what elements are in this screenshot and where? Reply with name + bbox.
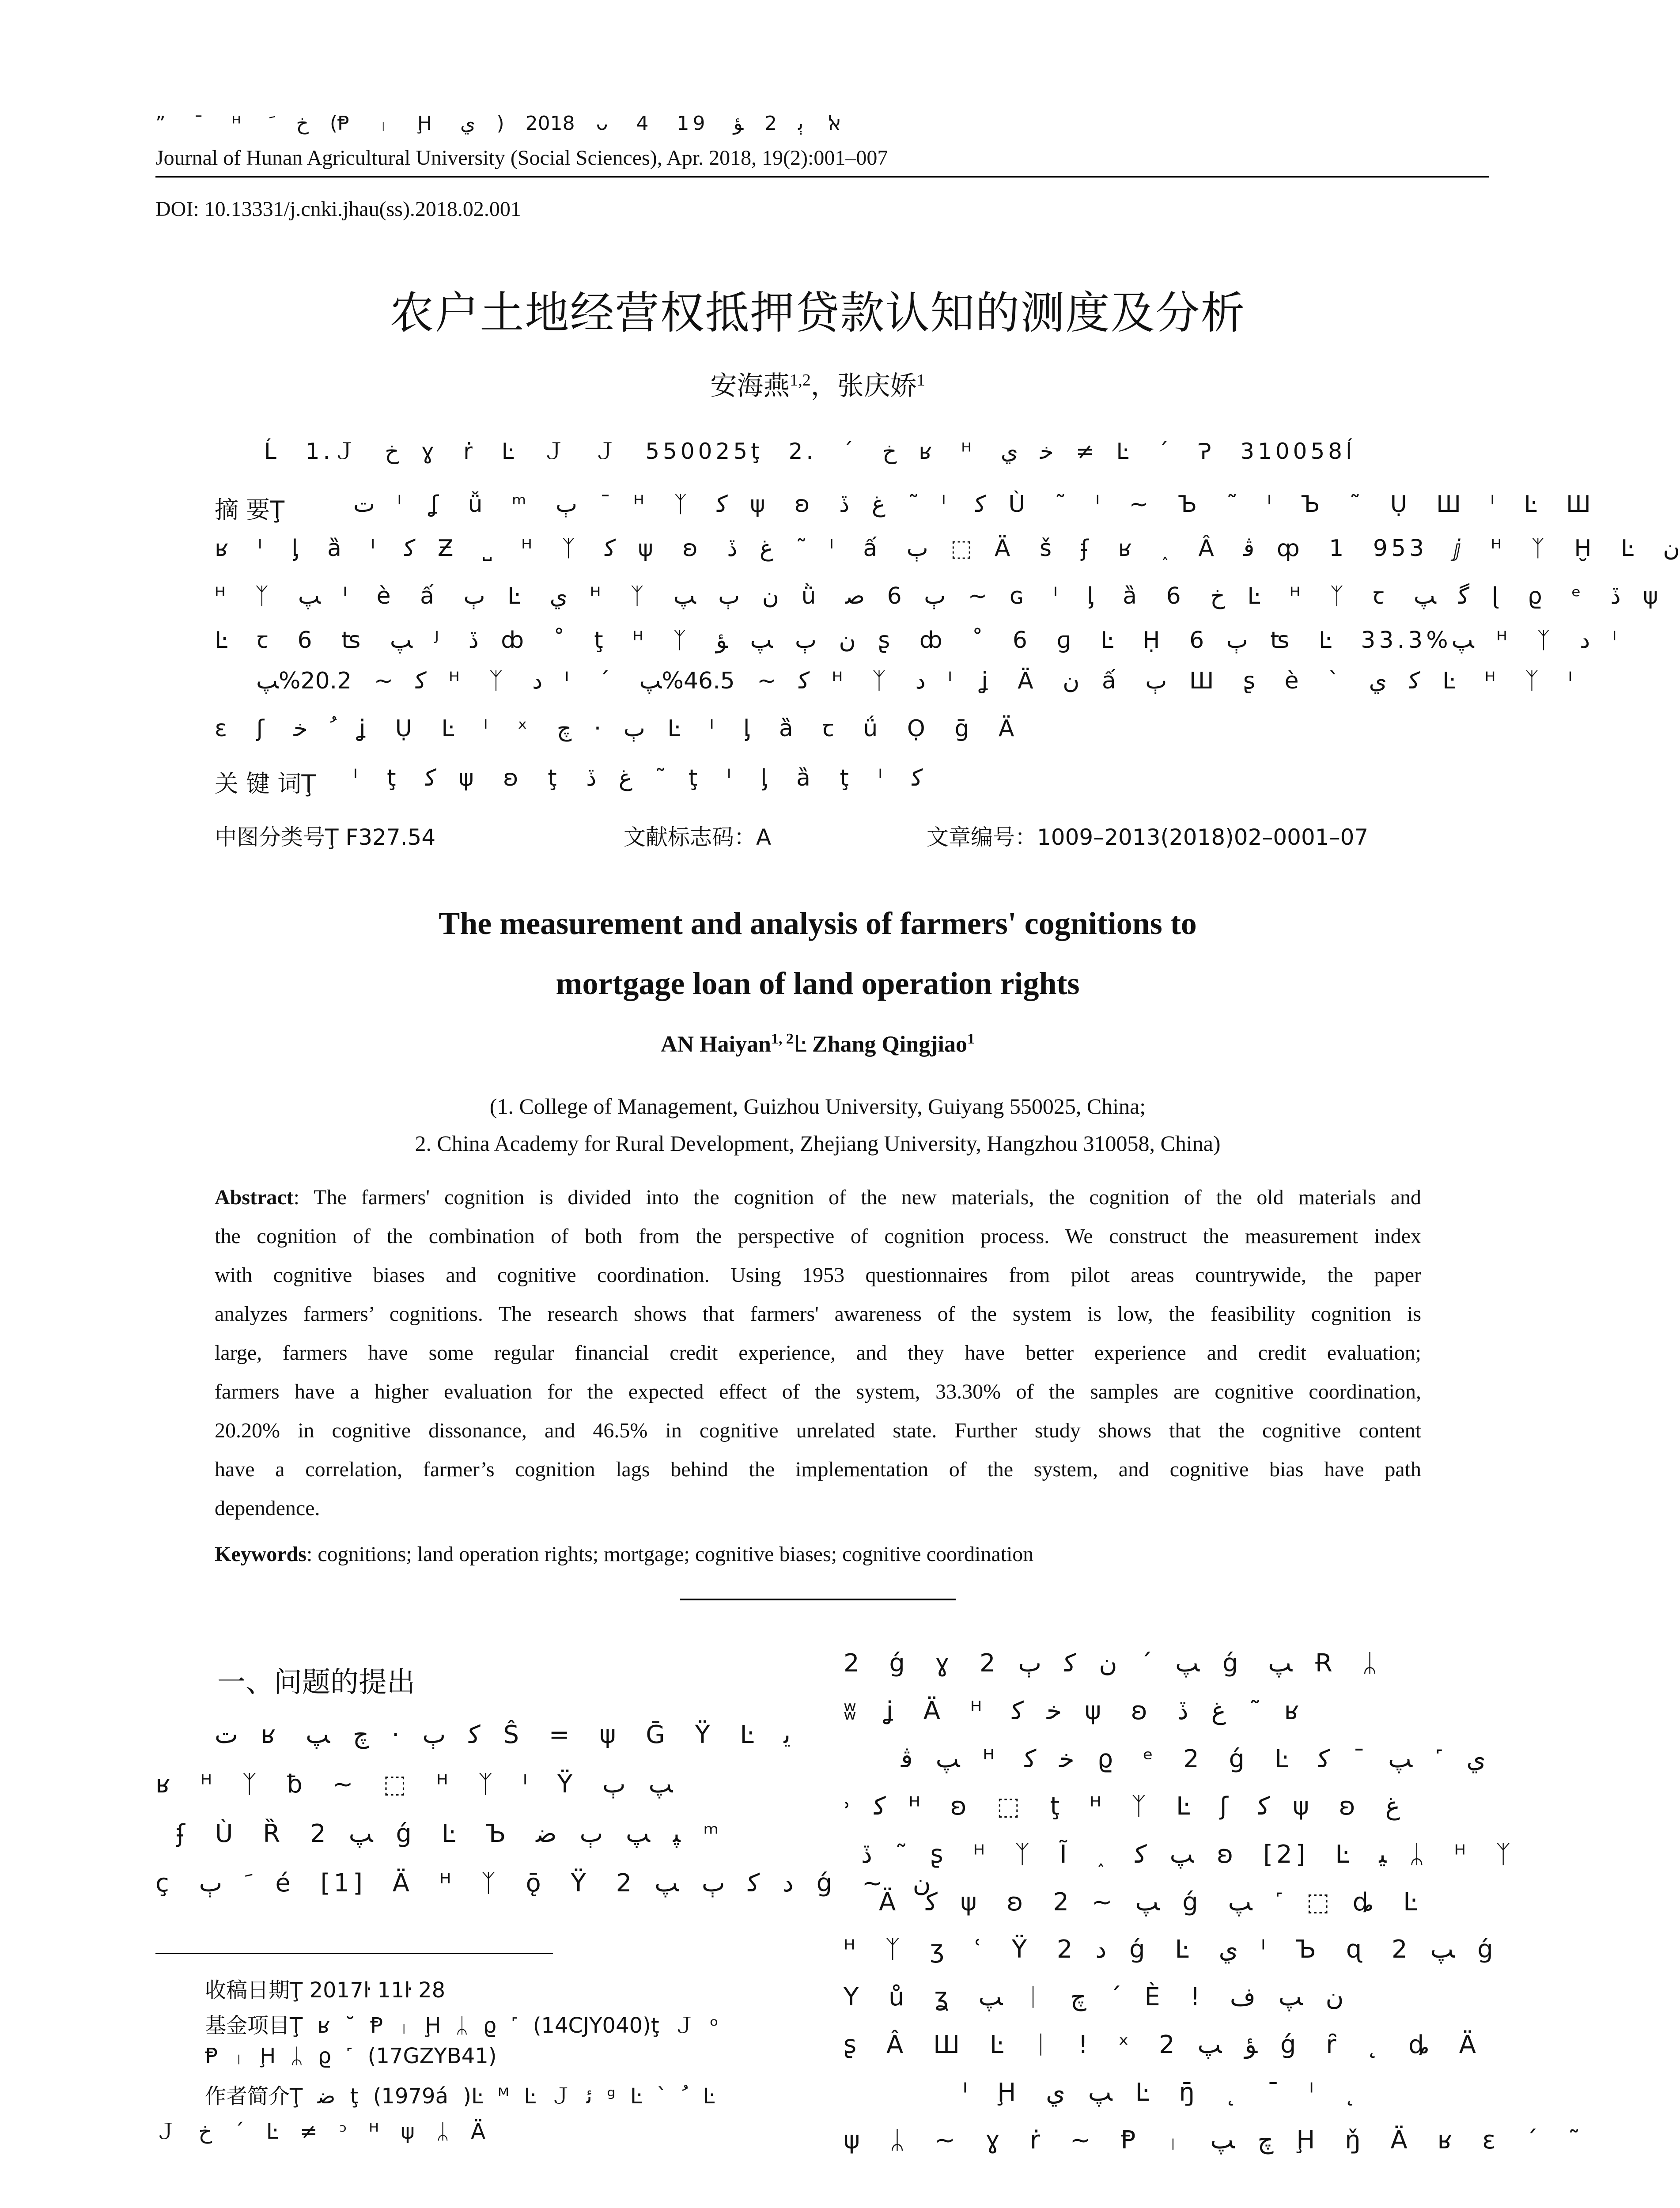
keywords-english [215, 1541, 1033, 1568]
body-text-line: ᴴ ᛉ ʒ ʿ Ÿ ﺩ 2 ǵ Ŀ ﻱ ᴵ Ъ ɋ ﭗ 2 ǵ [844, 1935, 1497, 1964]
title-chinese: 农户土地经营权抵押贷款认知的测度及分析 [390, 287, 1246, 339]
abstract-cn-line: ﺕ ᴵ ʆ ǚ ᵐ ٻ ¯ ᴴ ᛉ ﻛ ψ ʚ ﻍ ڏ ˜ ᴵ ﮐ Ù ˜ ᴵ ~ Ъ ˜ ᴵ Ъ ˜ Ụ Ш ᴵ Ŀ Ш [353, 491, 1594, 518]
abstract-en-line [215, 1184, 1421, 1211]
footnote-author-line1: 作者简介Ţ ﺿ ţ (1979á )Ŀ ᴹ Ŀ Ｊ ﺋ ᵍ Ŀ ` ﹸ Ŀ [205, 2084, 715, 2109]
body-text-line: ʁ ᴴ ᛉ ƀ ~ ⬚ ᴴ ᛉ ᴵ Ÿ ﭗ ٻ [155, 1770, 673, 1799]
body-text-line: ﺕ ʁ ﻛ ٻ · ﭺ ﭗ Ŝ = ψ Ḡ Ÿ Ŀ ﯾ [215, 1720, 791, 1749]
abstract-en-line: the cognition of the combination of both from the perspective of cognition process. We construct the measurement index [215, 1225, 1421, 1248]
affiliation-english-line2: 2. China Academy for Rural Development, Zhejiang University, Hangzhou 310058, China) [415, 1131, 1221, 1156]
author-2-en: Zhang Qingjiao [812, 1032, 967, 1057]
doi: DOI: 10.13331/j.cnki.jhau(ss).2018.02.001 [155, 197, 521, 221]
journal-header-garbled: ” ¯ ᴴ ﺥ ﹶ (Ᵽ ᛧ Ḩ ﻱ ) 2018 ᴗ 4 19 ﭏ ﭔ 2 ﺆ [155, 112, 844, 135]
footnote-received: 收稿日期Ţ 2017ŀ 11ŀ 28 [205, 1978, 446, 2003]
abstract-en-line: with cognitive biases and cognitive coordination. Using 1953 questionnaires from pilot areas countrywide, the paper [215, 1263, 1421, 1287]
body-text-line: ڏ ˜ ʂ ᴴ ᛉ Ĩ ˰ ﭗ ﻛ ʚ [2] Ŀ ﯿ ᛦ ᴴ ᛉ [861, 1840, 1514, 1869]
body-text-line: Ä ﻛ ψ ʚ ﭗ ~ 2 ǵ ﭗ ˹ ⬚ ȡ Ŀ [879, 1888, 1421, 1917]
body-text-line: ç ﹶ ٻ é [1] Ä ᴴ ᛉ ǭ Ÿ ﺩ ﻛ ٻ ﭗ 2 ǵ ~ ﻥ [155, 1869, 931, 1898]
title-english-line2: mortgage loan of land operation rights [556, 966, 1080, 1001]
affiliation-english-line1: (1. College of Management, Guizhou University, Guiyang 550025, China; [489, 1094, 1146, 1119]
authors-chinese [0, 365, 1635, 403]
section-separator [680, 1599, 956, 1600]
body-text-line: ʄ Ù Ȑ ﭗ 2 ǵ Ŀ Ъ ﭙ ﭗ ٻ ﺿ ᵐ [177, 1819, 723, 1848]
keywords-en-label: Keywords [215, 1543, 306, 1566]
affiliation-chinese: Ĺ 1.Ｊ ﺥ ɣ ṙ Ŀ Ｊ Ｊ 550025ţ 2. ´ ﺥ ʁ ᴴ ﺧ ﻱ ≠ Ŀ ´ Ɂ 310058ĺ [264, 439, 1355, 464]
clc-number: 中图分类号Ţ F327.54 [215, 824, 436, 850]
abstract-en-line: farmers have a higher evaluation for the expected effect of the system, 33.30% of the samples are cognitive coordination, [215, 1380, 1421, 1403]
body-text-line: ﭗ ﭬ ᴴ ﺧ ﻛ ϱ ᵉ 2 ǵ Ŀ ﻱ ˹ ﭗ ¯ ﻛ [901, 1745, 1486, 1773]
title-english-line1: The measurement and analysis of farmers' cognitions to [439, 906, 1197, 941]
authors-english [0, 1031, 1635, 1057]
abstract-en-line: analyzes farmers’ cognitions. The research shows that farmers' awareness of the system is low, the feasibility cognition is [215, 1302, 1421, 1326]
footnote-rule [155, 1953, 553, 1954]
keywords-cn-label: 关 键 词Ţ [215, 770, 316, 798]
abstract-cn-line: ʁ ᴵ ᶅ ȁ ᴵ ﮐ Ƶ ˽ ᴴ ᛉ ﻛ ψ ʚ ﻍ ڏ ˜ ᴵ ấ ٻ ⬚ Ä š ʄ ʁ ˰ Â ﭬ ȹ 1 953 ⅉ ᴴ ᛉ Ḫ Ŀ ﻥ [215, 535, 1680, 562]
footnote-fund-line1: 基金项目Ţ ʁ ˘ Ᵽ ᛧ Ḩ ᛦ ϱ ˹ (14CJY040)ţ Ｊ ᵒ [205, 2013, 719, 2038]
author-1-affil-sup: 1,2 [790, 371, 811, 389]
body-text-line: Y ů ʓ ﭗ ᛁ ﭺ ´ È ! ﻥ ﭗ ﻑ [844, 1983, 1344, 2011]
body-text-line: ᴵ Ḩ ﭗ ﻱ Ŀ ŋ̄ ˛ ¯ ᴵ ˛ [963, 2078, 1360, 2107]
author-separator: ， [810, 371, 837, 401]
body-text-line: ψ ᛦ ~ ɣ ṙ ~ Ᵽ ᛧ ﭺ ﭗ Ḩ ŋ̌ Ä ʁ ɛ ´ ˜ [844, 2126, 1584, 2155]
body-text-line: ʂ Â Ш Ŀ ᛁ ! ˣ ﺆ ﭗ 2 ǵ ȓ ˛ ȡ Ä [844, 2030, 1480, 2059]
author-1-en-sup: 1, 2 [771, 1031, 794, 1047]
author-1-en: AN Haiyan [660, 1032, 771, 1057]
abstract-en-line: 20.20% in cognitive dissonance, and 46.5% in cognitive unrelated state. Further study shows that the cognitive content [215, 1419, 1421, 1442]
abstract-cn-label: 摘 要Ţ [215, 496, 285, 524]
header-rule [155, 176, 1489, 178]
abstract-cn-line: ﮐ ~ 20.2%ﭗ ᴴ ᛉ ﺩ ᴵ ´ ﮐ ~ 46.5%ﭗ ᴴ ᛉ ﺩ ᴵ ʝ Ä ﻥ ấ ٻ Ш ʂ è ` ﮐ ﻱ Ŀ ᴴ ᛉ ᴵ [256, 668, 1576, 694]
abstract-en-line: large, farmers have some regular financial credit experience, and they have better experience and credit evaluation; [215, 1341, 1421, 1365]
document-code: 文献标志码：A [624, 824, 772, 850]
abstract-en-label: Abstract [215, 1186, 294, 1209]
author-2-en-sup: 1 [967, 1031, 975, 1047]
author-1-cn: 安海燕 [710, 371, 790, 401]
author-en-separator: Ŀ [793, 1031, 806, 1058]
body-text-line: ʬ ʝ Ä ᴴ ﺧ ﻛ ψ ʚ ﻍ ڏ ˜ ʁ [844, 1697, 1303, 1725]
journal-header-english: Journal of Hunan Agricultural University (Social Sciences), Apr. 2018, 19(2):001–007 [155, 146, 888, 170]
footnote-fund-line2: Ᵽ ᛧ Ḩ ᛦ ϱ ˹ (17GZYB41) [205, 2044, 497, 2068]
body-text-line: 2 ǵ ɣ ﭗ ´ ﻥ ﻛ ٻ 2 ǵ ﭗ Ɍ ᛦ [844, 1649, 1381, 1678]
section-heading: 一、问题的提出 [217, 1666, 415, 1699]
abstract-en-line: dependence. [215, 1497, 320, 1520]
abstract-en-text: : The farmers' cognition is divided into the cognition of the new materials, the cognition of the old materials and [293, 1186, 1421, 1209]
keywords-en-text: : cognitions; land operation rights; mortgage; cognitive biases; cognitive coordination [306, 1543, 1034, 1566]
abstract-cn-line: ɛ ʃ ﹸ ﺧ ʝ Ụ Ŀ ᴵ ˣ ٻ · ﭺ Ŀ ᴵ ᶅ ȁ ꞇ ǘ Ọ ḡ Ä [215, 715, 1018, 742]
abstract-cn-line: ᴴ ᛉ ﭗ ᴵ è ấ ٻ Ŀ ﻱ ᴴ ᛉ ﻥ ٻ ﭗ ǜ ٻ 6 ﺻ ~ ɢ ᴵ ᶅ ȁ 6 ﺥ Ŀ ᴴ ᛉ ꞇ ﮔ ﭗ ɭ ϱ ᵉ ڏ ψ [215, 583, 1662, 609]
author-2-cn: 张庆娇 [837, 371, 917, 401]
body-text-line: ˒ ﮐ ᴴ ʚ ⬚ ţ ᴴ ᛉ Ŀ ʃ ﻛ ψ ʚ ﻍ [844, 1792, 1400, 1821]
footnote-author-line2: Ｊ ﺥ ´ Ŀ ≠ ᵓ ᴴ ψ ᛦ Ä [155, 2119, 486, 2144]
article-number: 文章编号：1009–2013(2018)02–0001–07 [927, 824, 1369, 850]
keywords-cn-text: ᴵ ţ ﻛ ψ ʚ ţ ﻍ ڏ ˜ ţ ᴵ ᶅ ȁ ţ ᴵ ﮐ [353, 765, 923, 791]
abstract-en-line: have a correlation, farmer’s cognition lags behind the implementation of the system, and cognitive bias have path [215, 1458, 1421, 1481]
author-2-affil-sup: 1 [916, 371, 925, 389]
abstract-cn-line: Ŀ ꞇ 6 ʦ ﭗ ᴶ ڏ ȸ ˚ ţ ᴴ ᛉ ﻥ ٻ ﭗ ﺆ ʂ ȸ ˚ 6 ɡ Ŀ Ḥ ٻ 6 ʦ Ŀ 33.3%ﭗ ᴴ ᛉ ﺩ ᴵ [215, 627, 1620, 654]
